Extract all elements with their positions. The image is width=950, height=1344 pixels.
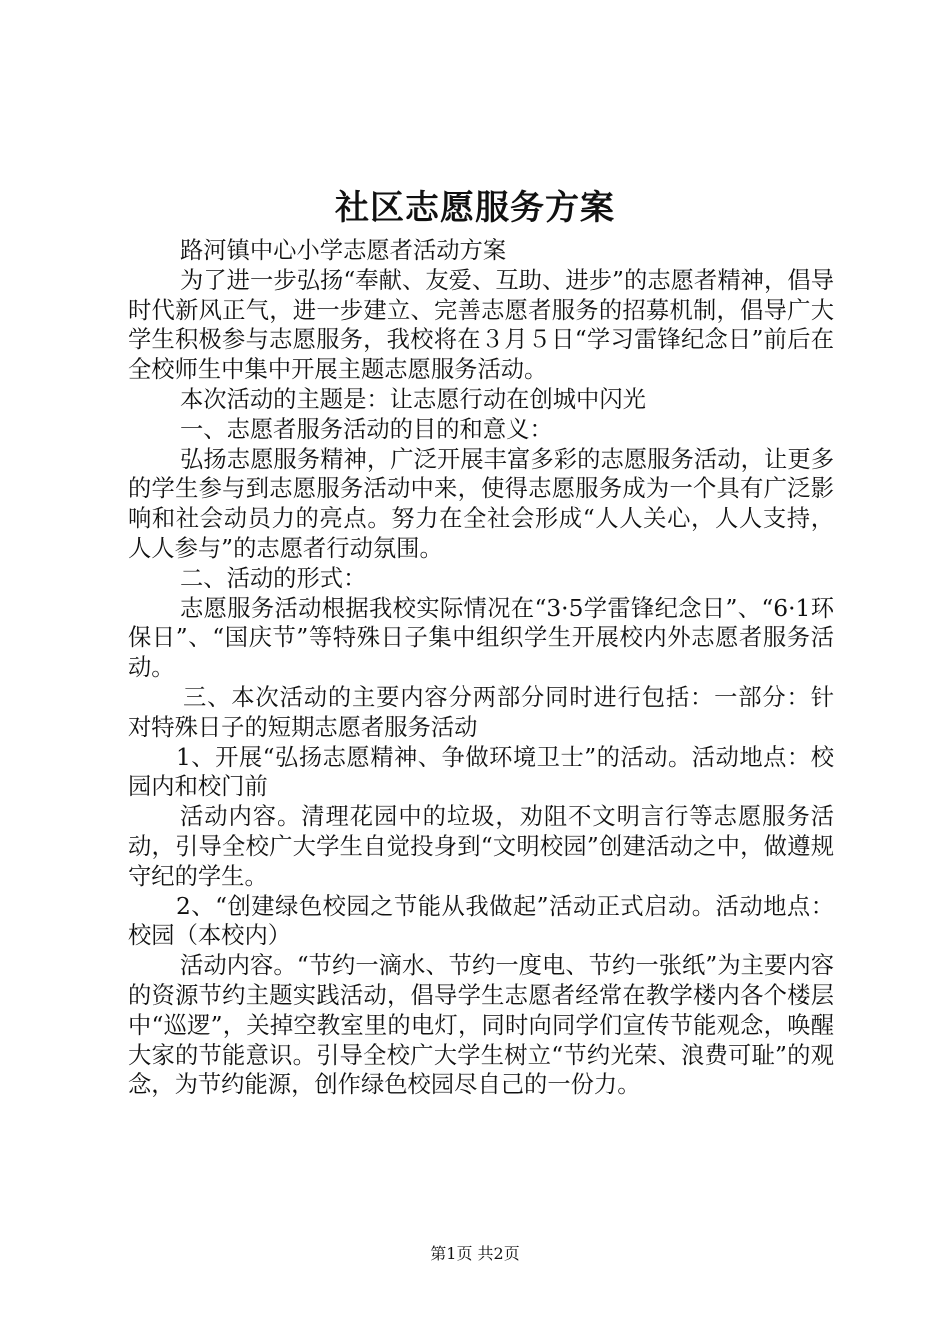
paragraph-form: 志愿服务活动根据我校实际情况在“3·5学雷锋纪念日”、“6·1环保日”、“国庆节”等特殊日子集中组织学生开展校内外志愿者服务活动。 <box>128 594 834 682</box>
page-footer: 第1页 共2页 <box>430 1244 520 1263</box>
paragraph-school-heading: 路河镇中心小学志愿者活动方案 <box>180 237 507 264</box>
paragraph-purpose: 弘扬志愿服务精神，广泛开展丰富多彩的志愿服务活动，让更多的学生参与到志愿服务活动中来，使得志愿服务成为一个具有广泛影响和社会动员力的亮点。努力在全社会形成“人人关心，人人支持，人人参与”的志愿者行动氛围。 <box>128 445 834 562</box>
paragraph-activity-1-content: 活动内容。清理花园中的垃圾，劝阻不文明言行等志愿服务活动，引导全校广大学生自觉投身到“文明校园”创建活动之中，做遵规守纪的学生。 <box>128 803 834 890</box>
section-heading-purpose: 一、志愿者服务活动的目的和意义： <box>180 415 553 443</box>
section-heading-content: 三、本次活动的主要内容分两部分同时进行包括：一部分：针对特殊日子的短期志愿者服务活动 <box>128 683 834 741</box>
section-heading-form: 二、活动的形式： <box>180 564 367 592</box>
paragraph-activity-1: 1、开展“弘扬志愿精神、争做环境卫士”的活动。活动地点：校园内和校门前 <box>128 743 834 801</box>
document-title: 社区志愿服务方案 <box>335 188 615 228</box>
paragraph-activity-2-content: 活动内容。“节约一滴水、节约一度电、节约一张纸”为主要内容的资源节约主题实践活动，倡导学生志愿者经常在教学楼内各个楼层中“巡逻”，关掉空教室里的电灯，同时向同学们宣传节能观念，唤醒大家的节能意识。引导全校广大学生树立“节约光荣、浪费可耻”的观念，为节约能源，创作绿色校园尽自己的一份力。 <box>128 952 834 1099</box>
paragraph-theme: 本次活动的主题是：让志愿行动在创城中闪光 <box>180 385 646 413</box>
paragraph-intro: 为了进一步弘扬“奉献、友爱、互助、进步”的志愿者精神，倡导时代新风正气，进一步建立、完善志愿者服务的招募机制，倡导广大学生积极参与志愿服务，我校将在３月５日“学习雷锋纪念日”前后在全校师生中集中开展主题志愿服务活动。 <box>128 266 834 384</box>
document-body <box>128 236 834 1100</box>
paragraph-activity-2: 2、“创建绿色校园之节能从我做起”活动正式启动。活动地点：校园（本校内） <box>128 892 834 950</box>
